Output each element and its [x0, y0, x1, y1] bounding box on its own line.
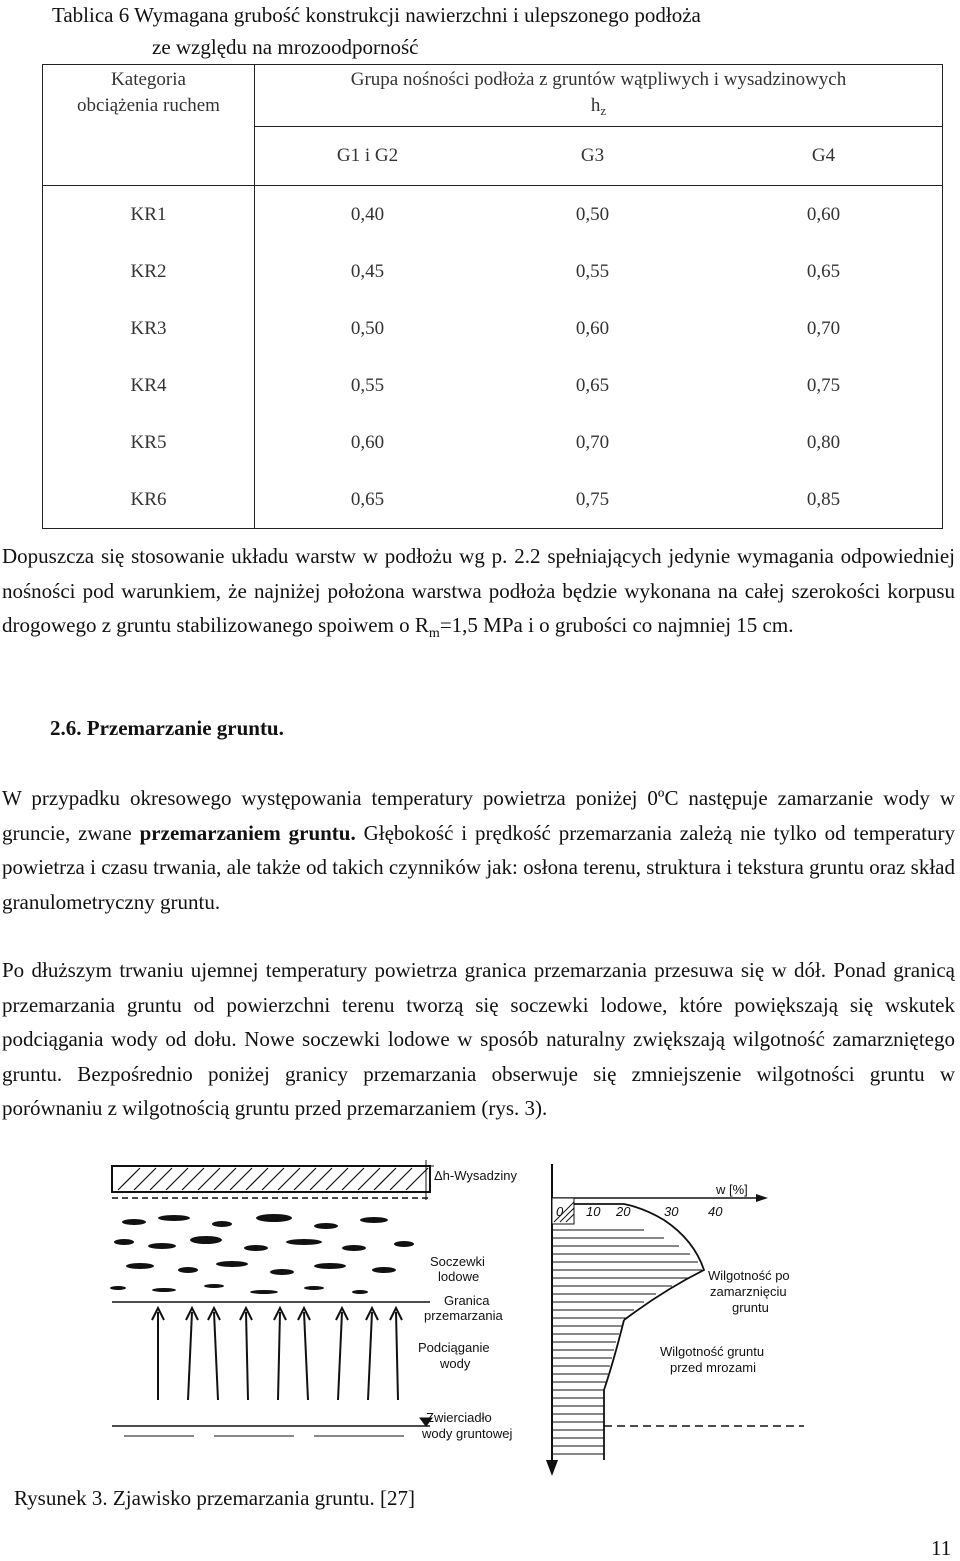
water-table	[112, 1418, 432, 1436]
axis-tick-label: 20	[616, 1204, 631, 1219]
bold-term: przemarzaniem gruntu.	[139, 820, 356, 845]
depth-axis-arrow	[546, 1460, 558, 1476]
header-group-line-1: Grupa nośności podłoża z gruntów wątpliwych i wysadzinowych	[350, 69, 847, 90]
table-cell: 0,85	[705, 471, 943, 529]
moisture-before-label-1: Wilgotność gruntu	[660, 1344, 765, 1359]
moisture-after-label-1: Wilgotność po	[708, 1268, 790, 1283]
table-cell: 0,50	[350, 317, 385, 339]
paragraph-ice-lenses: Po dłuższym trwaniu ujemnej temperatury powietrza granica przemarzania przesuwa się w dół. Ponad granicą przemarzania gruntu od powierzchni terenu tworzą się soczewki lodowe, które powiększają się wskutek podciągania wody od dołu. Nowe soczewki lodowe w sposób naturalny zwiększają wilgotność zamarzniętego gruntu. Bezpośrednio poniżej granicy przemarzania obserwuje się zmniejszenie wilgotności gruntu w porównaniu z wilgotnością gruntu przed przemarzaniem (rys. 3).	[2, 958, 955, 1120]
table-cell: 0,60	[705, 186, 943, 244]
axis-tick-label: 30	[664, 1204, 679, 1219]
page-number: 11	[931, 1536, 952, 1560]
header-group-subscript: z	[600, 103, 607, 118]
axis-tick-label: 40	[708, 1204, 723, 1219]
header-category-line-2: obciążenia ruchem	[77, 95, 220, 116]
table-cell: 0,40	[350, 203, 385, 225]
water-table-label-1: Zwierciadło	[426, 1410, 492, 1425]
frost-line-label-1: Granica	[444, 1293, 490, 1308]
moisture-axis-arrow	[756, 1194, 768, 1202]
axis-tick-label: 0	[556, 1204, 564, 1219]
frost-resistance-table	[42, 64, 943, 529]
table-caption-line-1: Tablica 6 Wymagana grubość konstrukcji nawierzchni i ulepszonego podłoża	[52, 3, 701, 27]
paragraph-text: Dopuszcza się stosowanie układu warstw w podłożu wg p. 2.2 spełniających jedynie wymagania odpowiedniej nośności pod warunkiem, że najniżej położona warstwa podłoża będzie wykonana na całej szerokości korpusu drogowego z gruntu stabilizowanego spoiwem o R	[2, 544, 955, 637]
paragraph-text: =1,5 MPa i o grubości co najmniej 15 cm.	[439, 613, 794, 637]
header-group	[255, 65, 943, 127]
moisture-after-label-2: zamarznięciu	[710, 1284, 787, 1299]
table-cell: 0,75	[480, 471, 705, 529]
table-cell: 0,65	[575, 374, 610, 396]
header-category	[43, 65, 255, 186]
moisture-axis-label: w [%]	[716, 1182, 748, 1197]
paragraph-text: W przypadku okresowego występowania temperatury powietrza poniżej 0ºC następuje zamarzanie wody w gruncie, zwane	[2, 786, 955, 845]
column-header-g1g2: G1 i G2	[255, 127, 481, 186]
header-group-symbol: h	[590, 95, 601, 116]
paragraph-text: Głębokość i prędkość przemarzania zależą nie tylko od temperatury powietrza i czasu trwania, ale także od takich czynników jak: osłona terenu, struktura i tekstura gruntu oraz skład granulometryczny gruntu.	[2, 820, 955, 914]
row-category: KR2	[43, 243, 255, 300]
column-header-g4: G4	[705, 127, 943, 186]
lenses-label-2: lodowe	[438, 1269, 480, 1284]
paragraph-subscript: m	[428, 626, 440, 642]
paragraph-frost-definition	[2, 781, 955, 919]
table-cell: 0,60	[350, 431, 385, 453]
header-category-line-1: Kategoria	[111, 69, 186, 90]
table-cell: 0,70	[705, 300, 943, 357]
table-caption-line-2: ze względu na mrozoodporność	[152, 35, 419, 59]
table-cell: 0,65	[255, 471, 481, 529]
moisture-after-label-3: gruntu	[732, 1300, 769, 1315]
moisture-before-label-2: przed mrozami	[670, 1360, 756, 1375]
column-header-g3: G3	[480, 127, 705, 186]
table-row	[43, 186, 943, 244]
table-row	[43, 300, 943, 357]
table-cell: 0,65	[705, 243, 943, 300]
row-category: KR3	[43, 300, 255, 357]
section-heading: 2.6. Przemarzanie gruntu.	[50, 716, 284, 740]
paragraph-stabilized-subgrade	[2, 539, 955, 652]
heave-label: Δh-Wysadziny	[434, 1168, 517, 1183]
frost-heave-diagram	[104, 1160, 828, 1482]
table-row	[43, 243, 943, 300]
capillary-arrows	[152, 1308, 402, 1400]
row-category: KR1	[43, 186, 255, 244]
lenses-label-1: Soczewki	[430, 1254, 485, 1269]
table-cell: 0,55	[575, 260, 610, 282]
table-cell: 0,60	[575, 317, 610, 339]
table-cell: 0,70	[575, 431, 610, 453]
suction-label-2: wody	[440, 1356, 471, 1371]
axis-tick-label: 10	[586, 1204, 601, 1219]
row-category: KR5	[43, 414, 255, 471]
frost-heave-figure	[104, 1160, 828, 1482]
table-row	[43, 414, 943, 471]
table-row	[43, 357, 943, 414]
table-cell: 0,50	[575, 203, 610, 225]
table-cell: 0,45	[350, 260, 385, 282]
row-category: KR6	[43, 471, 255, 529]
row-category: KR4	[43, 357, 255, 414]
road-pavement-layer	[112, 1166, 430, 1198]
moisture-before-frost-curve	[604, 1320, 624, 1460]
table-row	[43, 471, 943, 529]
table-cell: 0,75	[705, 357, 943, 414]
table-cell: 0,80	[705, 414, 943, 471]
frost-line-label-2: przemarzania	[424, 1308, 503, 1323]
ice-lenses	[110, 1214, 414, 1294]
water-table-label-2: wody gruntowej	[422, 1426, 513, 1441]
suction-label-1: Podciąganie	[418, 1340, 490, 1355]
table-cell: 0,55	[350, 374, 385, 396]
figure-caption: Rysunek 3. Zjawisko przemarzania gruntu. [27]	[14, 1486, 415, 1510]
